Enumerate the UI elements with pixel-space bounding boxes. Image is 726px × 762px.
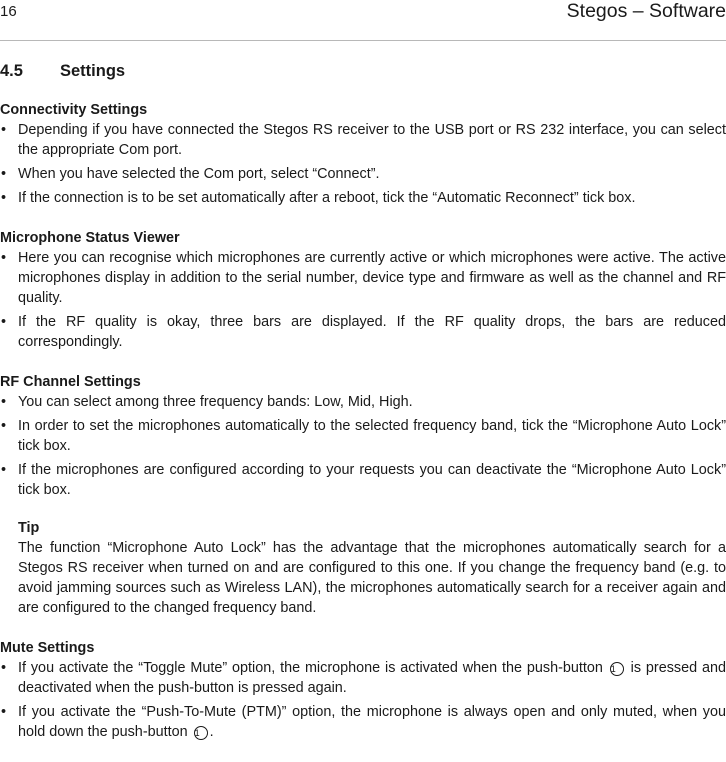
connectivity-settings bbox=[0, 100, 726, 208]
list-item: • In order to set the microphones automatically to the selected frequency band, tick the “Microphone Auto Lock” tick box. bbox=[1, 418, 726, 454]
tip-text: The function “Microphone Auto Lock” has the advantage that the microphones automatically search for a Stegos RS receiver when turned on and are configured to this one. If you change the frequency band (e.g. to avoid jamming sources such as Wireless LAN), the microphones automatically search for a receiver again and are configured to the changed frequency band. bbox=[18, 540, 726, 616]
rf-channel-list bbox=[0, 392, 726, 500]
microphone-status-heading: Microphone Status Viewer bbox=[0, 230, 180, 246]
connectivity-heading: Connectivity Settings bbox=[0, 102, 148, 118]
page-content bbox=[0, 60, 726, 762]
list-item: • If you activate the “Toggle Mute” option, the microphone is activated when the push-button 1 is pressed and deactivated when the push-button is pressed again. bbox=[1, 660, 726, 696]
list-item: • You can select among three frequency bands: Low, Mid, High. bbox=[1, 394, 413, 410]
bullet-icon: • bbox=[1, 314, 7, 330]
header-rule bbox=[0, 40, 726, 41]
bullet-icon: • bbox=[1, 250, 7, 266]
bullet-icon: • bbox=[1, 394, 7, 410]
list-item: • If you activate the “Push-To-Mute (PTM)” option, the microphone is always open and only muted, when you hold down the push-button 1 . bbox=[1, 704, 726, 740]
section-number: 4.5 bbox=[0, 62, 23, 80]
page-number: 16 bbox=[0, 3, 17, 20]
list-item: • Depending if you have connected the Stegos RS receiver to the USB port or RS 232 interface, you can select the appropriate Com port. bbox=[1, 122, 726, 158]
connectivity-list bbox=[0, 120, 726, 208]
section-heading bbox=[0, 60, 726, 82]
bullet-icon: • bbox=[1, 166, 7, 182]
push-button-ref-icon: 1 bbox=[610, 662, 624, 676]
list-item: • If the connection is to be set automatically after a reboot, tick the “Automatic Reconnect” tick box. bbox=[1, 190, 636, 206]
list-item: • If the RF quality is okay, three bars are displayed. If the RF quality drops, the bars are reduced correspondingly. bbox=[1, 314, 726, 350]
microphone-status-viewer bbox=[0, 228, 726, 352]
section-title: Settings bbox=[60, 62, 126, 80]
mute-settings bbox=[0, 638, 726, 742]
tip-box bbox=[0, 518, 726, 618]
bullet-icon: • bbox=[1, 660, 7, 676]
push-button-ref-icon: 1 bbox=[194, 726, 208, 740]
tip-label: Tip bbox=[18, 520, 40, 536]
bullet-icon: • bbox=[1, 122, 7, 138]
bullet-icon: • bbox=[1, 704, 7, 720]
list-item: • Here you can recognise which microphones are currently active or which microphones were active. The active microphones display in addition to the serial number, device type and firmware as well as the channel and RF quality. bbox=[1, 250, 726, 306]
rf-channel-heading: RF Channel Settings bbox=[0, 374, 141, 390]
list-item: • When you have selected the Com port, select “Connect”. bbox=[1, 166, 380, 182]
bullet-icon: • bbox=[1, 190, 7, 206]
running-title: Stegos – Software bbox=[566, 0, 726, 22]
mute-list bbox=[0, 658, 726, 742]
bullet-icon: • bbox=[1, 462, 7, 478]
list-item: • If the microphones are configured according to your requests you can deactivate the “Microphone Auto Lock” tick box. bbox=[1, 462, 726, 498]
bullet-icon: • bbox=[1, 418, 7, 434]
microphone-status-list bbox=[0, 248, 726, 352]
mute-heading: Mute Settings bbox=[0, 640, 95, 656]
rf-channel-settings bbox=[0, 372, 726, 618]
page-header bbox=[0, 0, 726, 24]
